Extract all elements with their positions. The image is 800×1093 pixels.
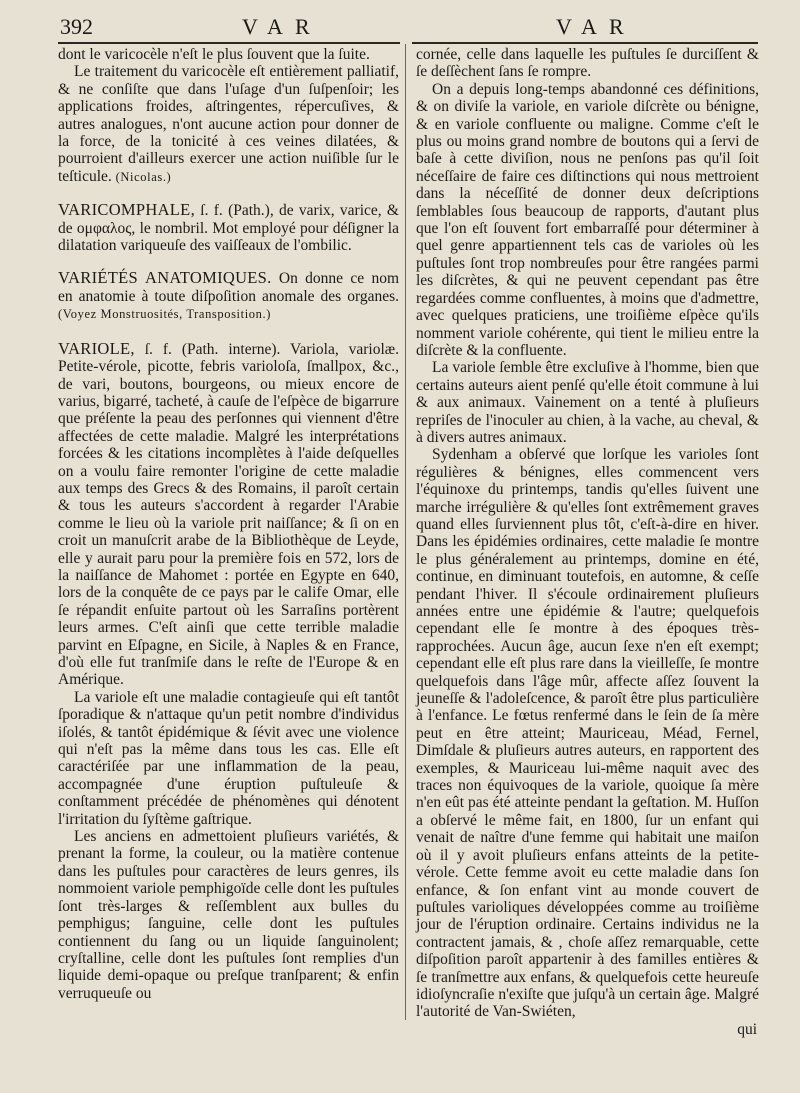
entry-variole xyxy=(58,340,399,689)
entry-varietes-anatomiques xyxy=(58,269,399,323)
right-column xyxy=(416,46,759,1038)
paragraph: On a depuis long-temps abandonné ces définitions, & on diviſe la variole, en variole diſcrète ou bénigne, & en variole confluente ou maligne. Comme c'eſt le plus ou moins grand nombre de boutons qui a ſervi de baſe à cette diviſion, nous ne penſons pas qu'il ſoit néceſſaire de faire ces diſtinctions qui nous mettroient dans la néceſſité de donner deux deſcriptions ſemblables ſous beaucoup de rapports, d'autant plus que l'on eſt ſouvent fort embarraſſé pour déterminer à quel genre appartiennent tels cas de varioles où les puſtules ſont trop nombreuſes pour être rangées parmi les diſcrètes, & qui ne peuvent cependant pas être regardées comme confluentes, à moins que d'admettre, avec quelques praticiens, une troiſième eſpèce qu'ils nomment variole cohérente, qui tient le milieu entre la diſcrète & la confluente. xyxy=(416,80,759,359)
header-rule-left xyxy=(58,42,400,44)
entry-term: VARIOLE, xyxy=(58,338,135,358)
paragraph: Les anciens en admettoient pluſieurs variétés, & prenant la forme, la couleur, ou la matière contenue dans les puſtules pour caractères de leurs genres, ils nommoient variole pemphigoïde celle dont les puſtules ſont très-larges & reſſemblent aux bulles du pemphigus; ſanguine, celle dont les puſtules contiennent du ſang ou un liquide ſanguinolent; cryſtalline, celle dont les puſtules ſont remplies d'un liquide demi-opaque ou preſque tranſparent; & enfin verruqueuſe ou xyxy=(58,828,399,1002)
running-head xyxy=(44,12,776,42)
entry-term: VARIÉTÉS ANATOMIQUES. xyxy=(58,268,272,288)
author-signature: (Nicolas.) xyxy=(115,169,172,184)
entry-body: On donne ce nom en anatomie à toute diſpoſition anomale des organes. xyxy=(58,270,400,305)
paragraph: La variole eſt une maladie contagieuſe qui eſt tantôt ſporadique & n'attaque qu'un petit nombre d'individus iſolés, & tantôt épidémique & ſévit avec une violence qui n'eſt pas la même dans tous les cas. Elle eſt caractériſée par une inflammation de la peau, accompagnée d'une éruption puſtuleuſe & conſtamment précédée de phénomènes qui dénotent l'irritation du ſyſtème gaſtrique. xyxy=(58,688,399,828)
paragraph xyxy=(58,63,399,186)
paragraph: dont le varicocèle n'eſt le plus ſouvent que la ſuite. xyxy=(58,46,370,63)
paragraph-text: Le traitement du varicocèle eſt entièrement palliatif, & ne conſiſte que dans l'uſage d'un ſuſpenſoir; les applications froides, aſtringentes, répercuſives, & autres analogues, n'ont aucune action pour donner de la force, de la tonicité à ces veines dilatées, & pourroient d'ailleurs exercer une action nuiſible ſur le teſticule. xyxy=(58,63,399,185)
paragraph: La variole ſemble être excluſive à l'homme, bien que certains auteurs aient penſé qu'elle étoit commune à lui & aux animaux. Vainement on a tenté à pluſieurs repriſes de l'inoculer au chien, à la vache, au cheval, & à divers autres animaux. xyxy=(416,359,759,446)
entry-varicomphale xyxy=(58,201,399,254)
column-separator xyxy=(405,44,406,1020)
page-number: 392 xyxy=(60,14,93,39)
left-running-title: VAR xyxy=(242,14,322,39)
right-running-title: VAR xyxy=(556,14,636,39)
left-column xyxy=(58,46,399,1002)
cross-reference: (Voyez Monstruosités, Transposition.) xyxy=(58,307,271,322)
catchword: qui xyxy=(737,1020,757,1038)
entry-body: ſ. f. (Path.), de varix, varice, & de ομφαλος, le nombril. Mot employé pour déſigner la dilatation variqueuſe des vaiſſeaux de l'ombilic. xyxy=(58,202,399,255)
header-rule-right xyxy=(412,42,758,44)
entry-term: VARICOMPHALE, xyxy=(58,200,195,220)
entry-body: ſ. f. (Path. interne). Variola, variolæ. Petite-vérole, picotte, febris varioloſa, ſmallpox, &c., de vari, boutons, bourgeons, ou mieux encore de varius, bigarré, tacheté, à cauſe de l'eſpèce de bigarrure que préſente la peau des perſonnes qui viennent d'être affectées de cette maladie. Malgré les interprétations forcées & les citations incomplètes à l'aide deſquelles on a voulu faire remonter l'origine de cette maladie aux temps des Grecs & des Romains, il paroît certain & tous les auteurs s'accordent à regarder l'Arabie comme le lieu où la variole prit naiſſance; & ſi on en croit un manuſcrit arabe de la Bibliothèque de Leyde, elle y aurait paru pour la première fois en 572, lors de la naiſſance de Mahomet : portée en Egypte en 640, lors de la conquête de ce pays par le calife Omar, elle ſe répandit enſuite partout où les Sarraſins portèrent leurs armes. C'eſt ainſi que cette terrible maladie parvint en Eſpagne, en Sicile, à Naples & en France, d'où elle fut tranſmiſe dans le reſte de l'Europe & en Amérique. xyxy=(58,340,399,689)
paragraph: cornée, celle dans laquelle les puſtules ſe durciſſent & ſe deſſèchent ſans ſe rompre. xyxy=(416,46,759,81)
paragraph: Sydenham a obſervé que lorſque les varioles ſont régulières & bénignes, elles commencent vers l'équinoxe du printemps, tandis qu'elles ſuivent une marche irrégulière & qu'elles ſont extrêmement graves quand elles ſurviennent plus tôt, c'eſt-à-dire en hiver. Dans les épidémies ordinaires, cette maladie ſe montre le plus généralement au printemps, domine en été, continue, en diminuant toutefois, en automne, & ceſſe pendant l'hiver. Il s'écoule ordinairement pluſieurs années entre une épidémie & l'autre; quelquefois cependant elle ſe montre à des époques très-rapprochées. Aucun âge, aucun ſexe n'en eſt exempt; cependant elle eſt plus rare dans la vieilleſſe, ſe montre quelquefois dans l'âge mûr, affecte aſſez ſouvent la jeuneſſe & l'adoleſcence, & paroît être plus particulière à l'enfance. Le fœtus renfermé dans le ſein de ſa mère peut en être atteint; Mauriceau, Méad, Fernel, Dimſdale & pluſieurs autres auteurs, en rapportent des exemples, & Mauriceau lui-même naquit avec des traces non équivoques de la variole, quoique ſa mère n'en eût pas été atteinte pendant la geſtation. M. Huſſon a obſervé le même fait, en 1800, ſur un enfant qui venait de naître d'une femme qui habitait une maiſon où il y avoit pluſieurs enfans atteints de la petite-vérole. Cette femme avoit eu cette maladie dans ſon enfance, & ſon enfant vint au monde couvert de puſtules varioliques développées comme au troiſième jour de l'éruption ordinaire. Certains individus ne la contractent jamais, & , choſe aſſez remarquable, cette diſpoſition paroît appartenir à des familles entières & ſe tranſmettre aux enfans, & quelquefois cette heureuſe idioſyncraſie n'exiſte que juſqu'à un certain âge. Malgré l'autorité de Van-Swiéten, xyxy=(416,446,759,1021)
